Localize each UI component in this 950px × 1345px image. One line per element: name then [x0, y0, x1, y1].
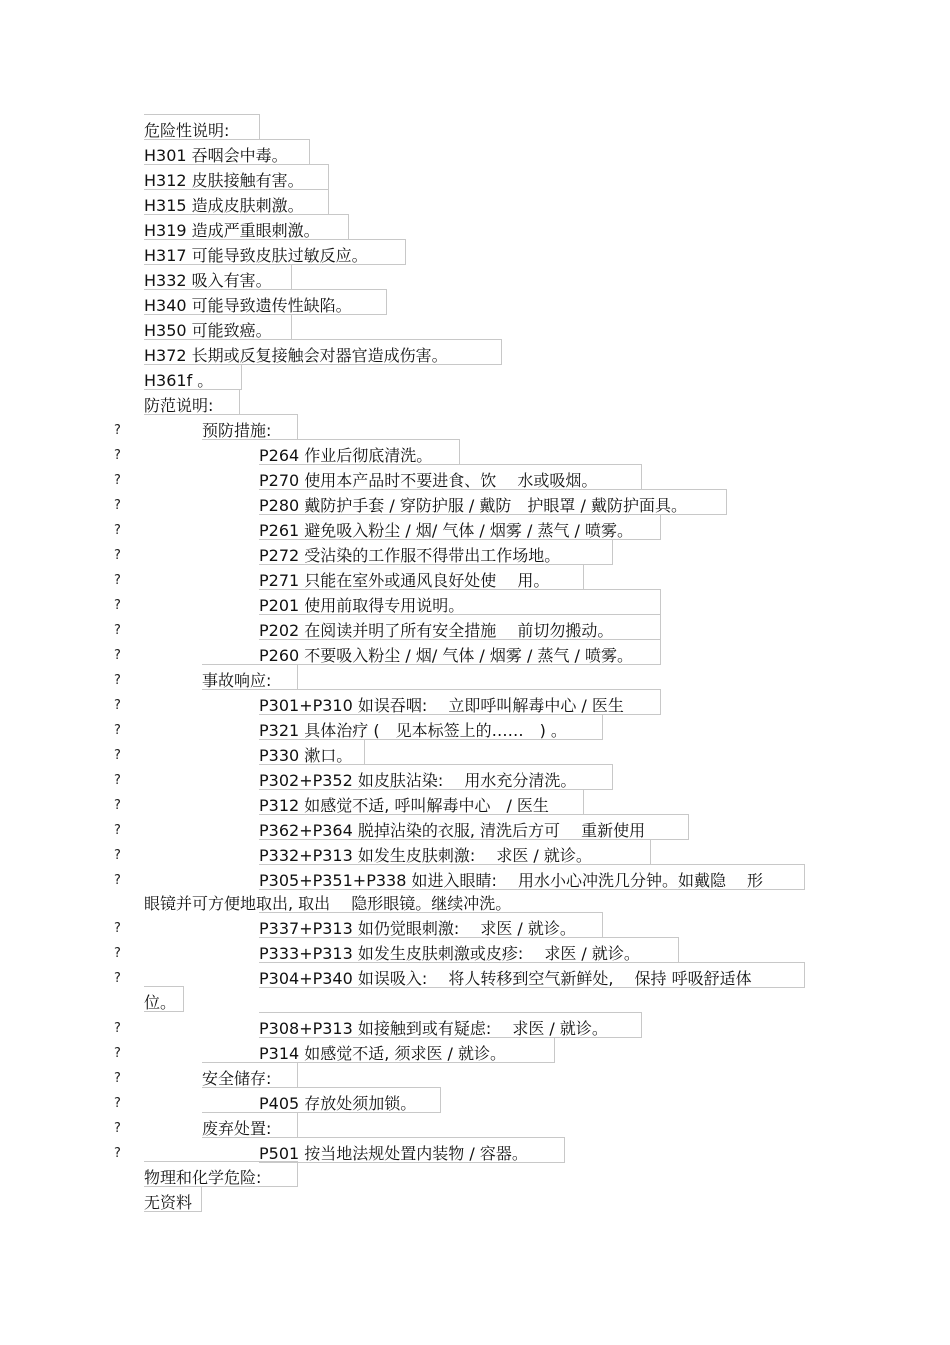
- bullet-mark: ?: [114, 598, 121, 613]
- bullet-mark: ?: [114, 648, 121, 663]
- bullet-mark: ?: [114, 623, 121, 638]
- bullet-mark: ?: [114, 498, 121, 513]
- bullet-mark: ?: [114, 848, 121, 863]
- bullet-mark: ?: [114, 1021, 121, 1036]
- bullet-mark: ?: [114, 1071, 121, 1086]
- bullet-mark: ?: [114, 823, 121, 838]
- bullet-mark: ?: [114, 723, 121, 738]
- bullet-mark: ?: [114, 748, 121, 763]
- bullet-mark: ?: [114, 921, 121, 936]
- bullet-mark: ?: [114, 1046, 121, 1061]
- bullet-mark: ?: [114, 423, 121, 438]
- bullet-mark: ?: [114, 523, 121, 538]
- bullet-mark: ?: [114, 573, 121, 588]
- bullet-mark: ?: [114, 548, 121, 563]
- bullet-mark: ?: [114, 673, 121, 688]
- bullet-mark: ?: [114, 873, 121, 888]
- bullet-mark: ?: [114, 1146, 121, 1161]
- bullet-mark: ?: [114, 773, 121, 788]
- bullet-mark: ?: [114, 1096, 121, 1111]
- bullet-mark: ?: [114, 946, 121, 961]
- bullet-mark: ?: [114, 798, 121, 813]
- bullet-mark: ?: [114, 698, 121, 713]
- bullet-mark: ?: [114, 448, 121, 463]
- bullet-mark: ?: [114, 1121, 121, 1136]
- bullet-mark: ?: [114, 473, 121, 488]
- bullet-mark: ?: [114, 971, 121, 986]
